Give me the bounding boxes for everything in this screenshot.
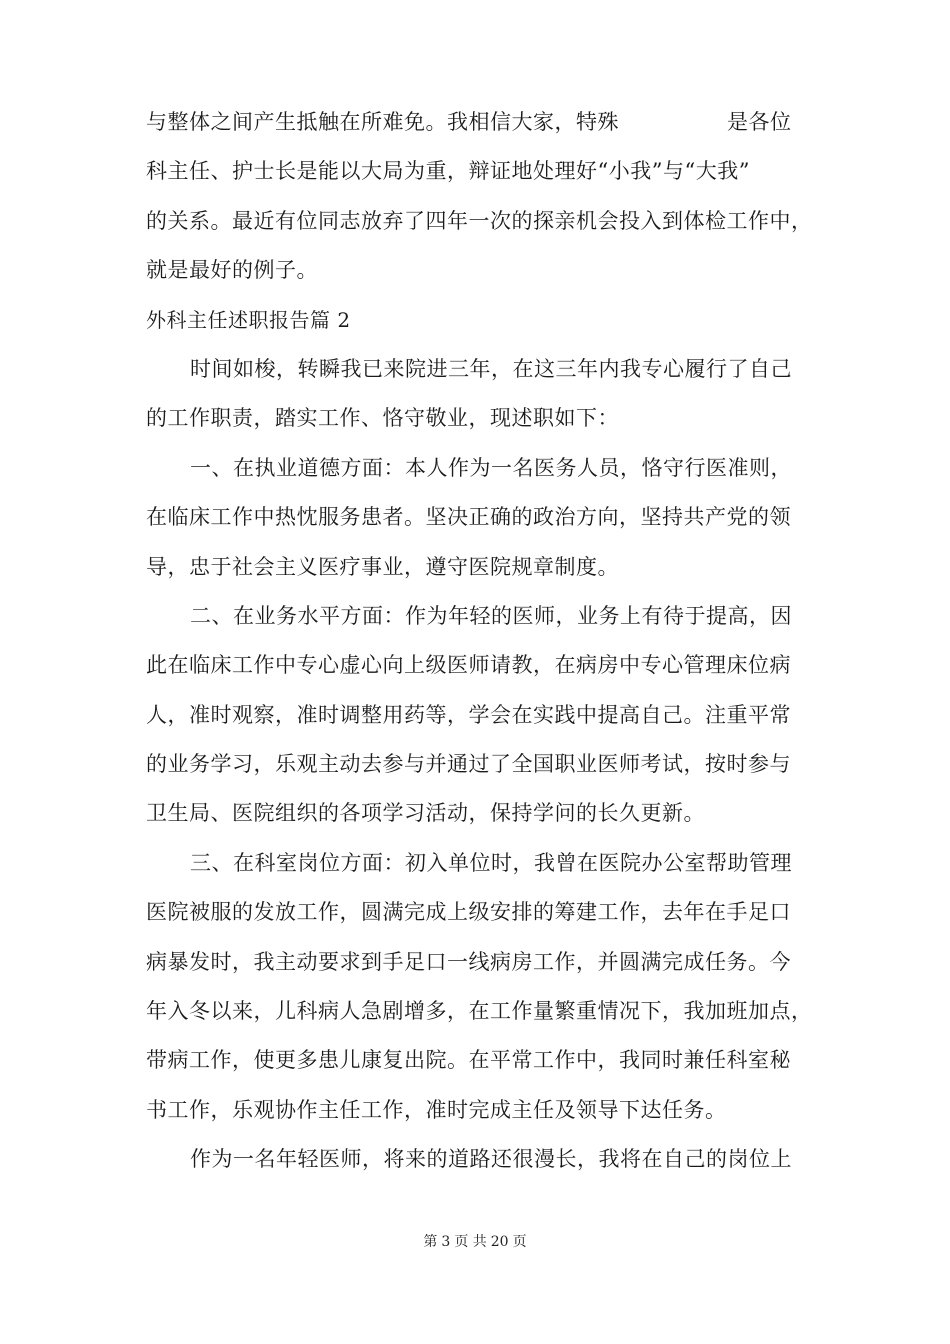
footer-page-number: 3 — [441, 1234, 451, 1250]
paragraph-line: 就是最好的例子。 — [146, 258, 318, 283]
section-heading: 外科主任述职报告篇 2 — [146, 307, 351, 332]
paragraph-line: 此在临床工作中专心虚心向上级医师请教，在病房中专心管理床位病 — [146, 653, 791, 678]
paragraph-line: 二、在业务水平方面：作为年轻的医师，业务上有待于提高，因 — [190, 603, 792, 628]
paragraph-line: 病暴发时，我主动要求到手足口一线病房工作，并圆满完成任务。今 — [146, 949, 791, 974]
paragraph-line: 的业务学习，乐观主动去参与并通过了全国职业医师考试，按时参与 — [146, 752, 791, 777]
paragraph-line: 的关系。最近有位同志放弃了四年一次的探亲机会投入到体检工作中， — [146, 208, 813, 233]
page-footer — [0, 1232, 950, 1252]
line-tail-text: 是各位 — [727, 110, 792, 134]
paragraph-line: 卫生局、医院组织的各项学习活动，保持学问的长久更新。 — [146, 801, 705, 826]
paragraph-line: 在临床工作中热忱服务患者。坚决正确的政治方向，坚持共产党的领 — [146, 505, 791, 530]
paragraph-line: 导，忠于社会主义医疗事业，遵守医院规章制度。 — [146, 554, 619, 579]
paragraph-line: 的工作职责，踏实工作、恪守敬业，现述职如下： — [146, 406, 619, 431]
footer-prefix: 第 — [423, 1234, 438, 1250]
paragraph-line: 书工作，乐观协作主任工作，准时完成主任及领导下达任务。 — [146, 1097, 727, 1122]
paragraph-line: 三、在科室岗位方面：初入单位时，我曾在医院办公室帮助管理 — [190, 850, 792, 875]
paragraph-line: 作为一名年轻医师，将来的道路还很漫长，我将在自己的岗位上 — [190, 1147, 792, 1172]
paragraph-line: 带病工作，使更多患儿康复出院。在平常工作中，我同时兼任科室秘 — [146, 1048, 791, 1073]
paragraph-line: 年入冬以来，儿科病人急剧增多，在工作量繁重情况下，我加班加点， — [146, 999, 813, 1024]
paragraph-line: 科主任、护士长是能以大局为重，辩证地处理好“小我”与“大我” — [146, 159, 750, 184]
paragraph-line: 一、在执业道德方面：本人作为一名医务人员，恪守行医准则， — [190, 455, 792, 480]
footer-middle: 页 共 — [454, 1234, 487, 1250]
document-body — [146, 103, 818, 1190]
paragraph-line: 人，准时观察，准时调整用药等，学会在实践中提高自己。注重平常 — [146, 702, 791, 727]
paragraph-line: 医院被服的发放工作，圆满完成上级安排的筹建工作，去年在手足口 — [146, 900, 791, 925]
paragraph-line — [146, 103, 818, 152]
line-text: 与整体之间产生抵触在所难免。我相信大家，特殊 — [146, 110, 619, 134]
footer-total-pages: 20 — [490, 1234, 509, 1250]
paragraph-line: 时间如梭，转瞬我已来院进三年，在这三年内我专心履行了自己 — [190, 356, 792, 381]
footer-suffix: 页 — [512, 1234, 527, 1250]
